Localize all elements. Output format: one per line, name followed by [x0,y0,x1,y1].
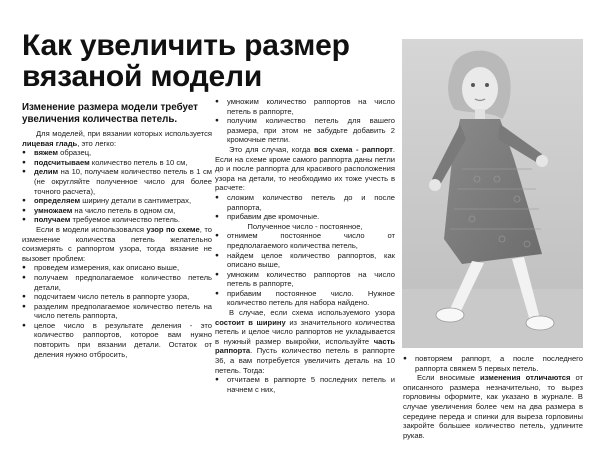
text-run: целое число в результате деления - это количество раппортов, которое вам нужно повторить при вязании детали. Остаток от деления нужно отбросить, [34,320,212,359]
bullet-item [22,302,212,321]
bold-term: состоит в ширину [215,317,286,327]
bullet-item [215,212,395,222]
text-run: требуемое количество петель. [70,215,181,225]
paragraph [215,222,395,232]
bullet-item [22,292,212,302]
bullet-item [215,193,395,212]
bullet-item [215,116,395,145]
bold-term: подсчитываем [34,157,90,167]
bullet-item [215,97,395,116]
text-run: прибавим постоянное число. Нужное количество петель для набора найдено. [227,288,395,308]
bold-term: лицевая гладь [22,138,78,148]
text-run: Если вносимые [417,373,480,383]
article-title: Как увеличить размер вязаной модели [22,29,350,93]
bold-term: делим [34,167,59,177]
text-run: подсчитаем число петель в раппорте узора, [34,292,190,302]
text-column-1 [22,129,212,359]
text-run: найдем целое количество раппортов, как описано выше, [227,250,395,270]
bullet-item [22,321,212,359]
bullet-item [215,270,395,289]
bullet-item [22,196,212,206]
text-run: получаем предполагаемое количество петель детали, [34,272,212,292]
bullet-item [22,158,212,168]
bold-term: часть раппорта [215,336,395,356]
text-run: сложим количество петель до и после раппорта, [227,192,395,212]
text-run: прибавим две кромочные. [227,212,320,222]
text-run: . Пусть количество петель в раппорте 36, а вам потребуется увеличить деталь на 10 петель. Тогда: [215,346,395,375]
bullet-item [215,289,395,308]
text-run: на 10, получаем количество петель в 1 см (не округляйте полученное число для более точного расчета), [34,167,212,196]
bullet-item [22,167,212,196]
article-lead: Изменение размера модели требует увеличения количества петель. [22,102,198,125]
bold-term: вся схема - раппорт [313,144,393,154]
bold-term: изменения отличаются [479,373,571,383]
text-run: умножим количество раппортов на число петель в раппорте, [227,269,395,289]
bold-term: вяжем [34,148,59,158]
paragraph [215,308,395,375]
bullet-item [215,251,395,270]
bold-term: умножаем [34,205,73,215]
text-run: получим количество петель для вашего размера, при этом не забудьте добавить 2 кромочные петли. [227,116,395,145]
bullet-item [22,206,212,216]
text-run: Если в модели использовался [36,224,147,234]
paragraph [22,129,212,148]
bold-term: узор по схеме [146,224,200,234]
text-run: отчитаем в раппорте 5 последних петель и начнем с них, [227,375,395,394]
paragraph [215,145,395,193]
text-run: В случае, если схема используемого узора [229,308,395,318]
bullet-item [22,148,212,158]
text-run: Полученное число - постоянное, [247,221,363,231]
girl-photo [402,39,583,348]
text-run: количество петель в 10 см, [89,157,188,167]
text-run: от описанного размера незначительно, то вырез горловины оформите, как указано в журнале. В случае увеличения более чем на два размера в середине переда и спинки для выреза горловины закройте большее количество петель, удлините рукав. [403,373,583,440]
bullet-item [22,215,212,225]
text-run: Это для случая, когда [229,144,314,154]
bullet-item [22,273,212,292]
bullet-item [22,263,212,273]
text-run: ширину детали в сантиметрах, [80,196,192,206]
text-run: Для моделей, при вязании которых используется [36,129,212,138]
bullet-item [215,375,395,394]
text-run: . Если на схеме кроме самого раппорта даны петли до и после раппорта для красивого расположения узора на детали, то необходимо их тоже учесть в расчете: [215,144,395,193]
text-run: , то изменение количества петель желательно соизмерять с раппортом узора, тогда вязание не вызовет проблем: [22,224,212,263]
text-run: умножим количество раппортов на число петель в раппорте, [227,97,395,116]
text-run: проведем измерения, как описано выше, [34,263,180,273]
paragraph [403,373,583,440]
text-column-3 [403,354,583,440]
text-run: отнимем постоянное число от предполагаемого количества петель, [227,231,395,250]
text-column-2 [215,97,395,394]
text-run: из значительного количества петель и целое число раппортов не укладывается в нужный размер выкройки, используйте [215,317,395,346]
text-run: повторяем раппорт, а после последнего раппорта свяжем 5 первых петель. [415,354,583,373]
bold-term: получаем [34,215,71,225]
paragraph [22,225,212,263]
bullet-item [403,354,583,373]
text-run: , это легко: [77,138,117,148]
bold-term: определяем [34,196,81,206]
text-run: образец, [58,148,92,158]
text-run: на число петель в одном см, [72,205,176,215]
text-run: разделим предполагаемое количество петель на число петель раппорта, [34,301,212,321]
bullet-item [215,231,395,250]
